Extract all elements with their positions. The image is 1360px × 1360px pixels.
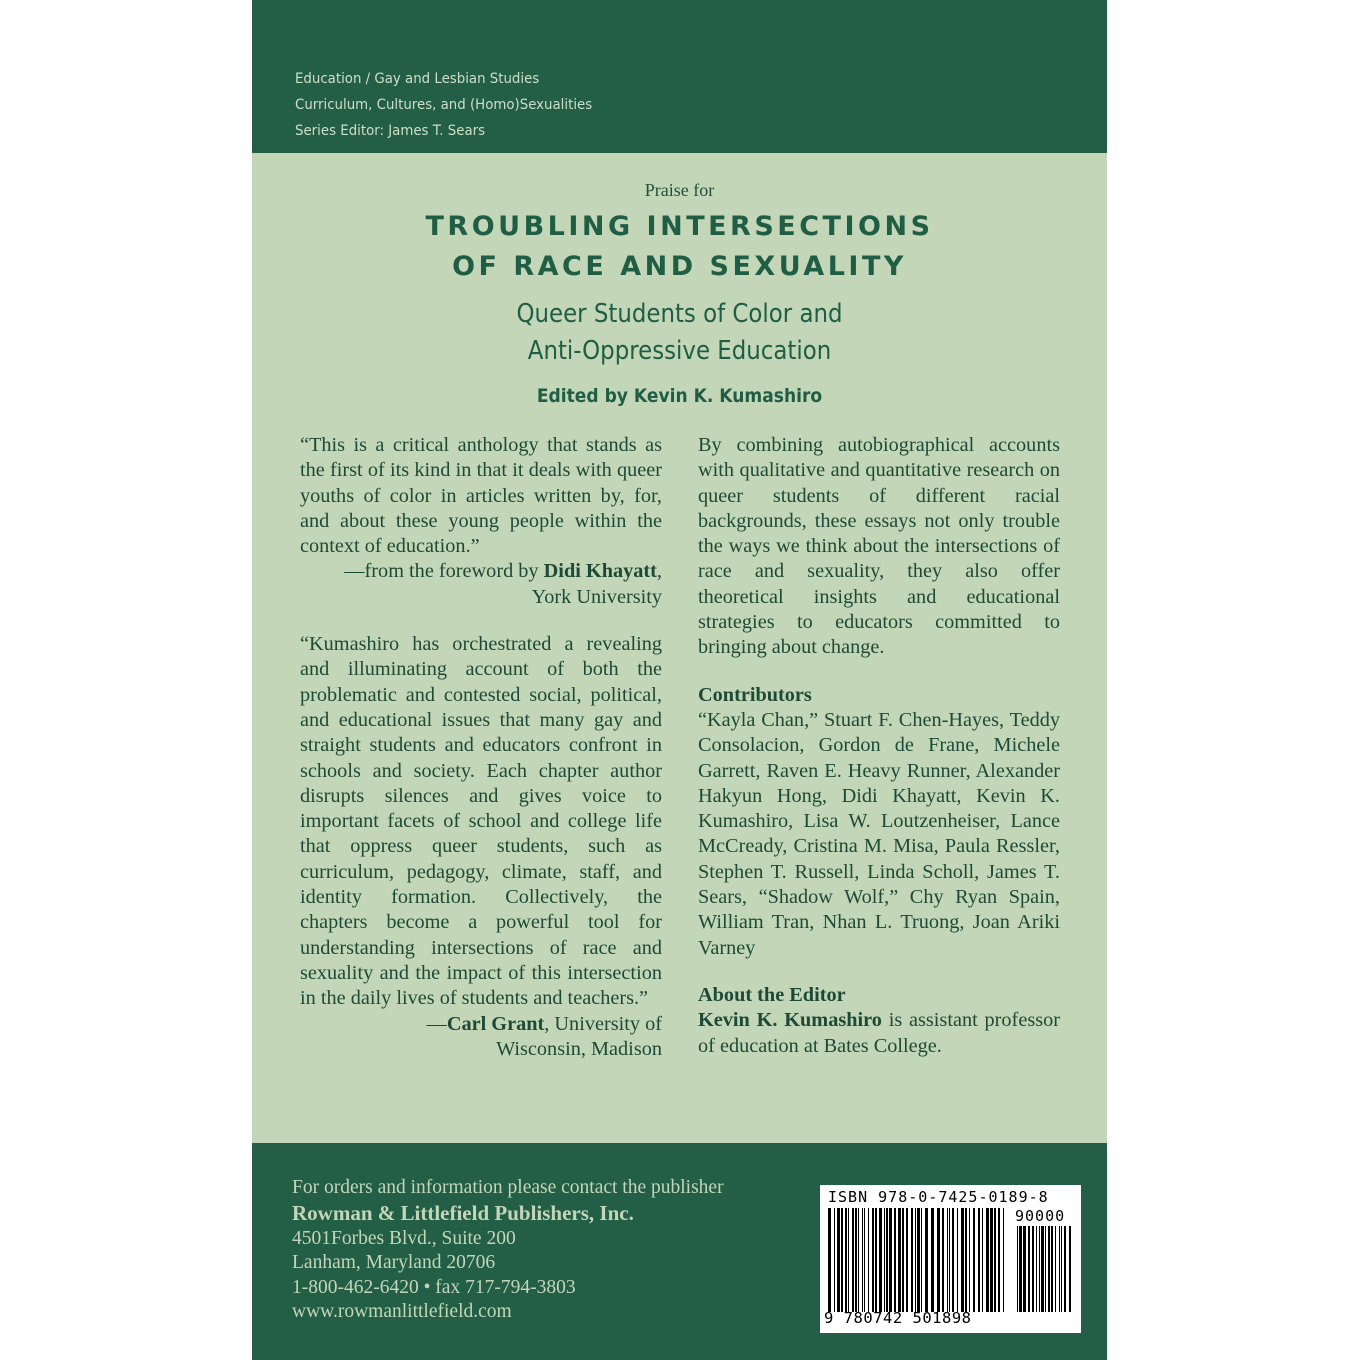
- praise-quote-2-attribution: [300, 1012, 662, 1037]
- top-band: [252, 0, 1107, 153]
- contact-line: For orders and information please contact the publisher: [292, 1177, 724, 1198]
- book-title-line-1: TROUBLING INTERSECTIONS: [425, 211, 934, 242]
- addon-barcode-bars: [1015, 1226, 1075, 1312]
- barcode-bar: [894, 1208, 896, 1312]
- barcode-bar: [937, 1208, 940, 1312]
- attribution-suffix: ,: [656, 560, 662, 583]
- barcode-bar: [925, 1208, 928, 1312]
- barcode-bar: [845, 1208, 847, 1312]
- barcode-bar: [1041, 1226, 1044, 1312]
- barcode-bar: [986, 1208, 989, 1312]
- edited-by: Edited by Kevin K. Kumashiro: [536, 385, 823, 407]
- barcode-bar: [848, 1208, 849, 1312]
- series-editor-label: Series Editor: James T. Sears: [295, 123, 486, 139]
- book-description: By combining autobiographical accounts with qualitative and quantitative research on queer students of different racial backgrounds, these essays not only trouble the ways we think about the intersections of race and sexuality, they also offer theoretical insights and educational strategies to educators committed to bringing about change.: [698, 434, 1060, 659]
- barcode-bar: [949, 1208, 950, 1312]
- barcode-bar: [828, 1208, 831, 1312]
- barcode-bar: [906, 1208, 908, 1312]
- publisher-address-1: 4501Forbes Blvd., Suite 200: [292, 1228, 516, 1250]
- barcode-bar: [1051, 1226, 1053, 1312]
- barcode-bar: [942, 1208, 944, 1312]
- barcode-bar: [961, 1208, 964, 1312]
- book-subtitle: [303, 296, 1055, 370]
- barcode-bar: [902, 1208, 904, 1312]
- barcode-bar: [1059, 1226, 1060, 1312]
- barcode-bar: [875, 1208, 877, 1312]
- attribution-prefix: —from the foreword by: [344, 560, 544, 583]
- barcode-bar: [982, 1208, 983, 1312]
- barcode-bar: [947, 1208, 948, 1312]
- barcode-bar: [998, 1208, 1000, 1312]
- barcode-bar: [841, 1208, 843, 1312]
- barcode-bar: [1032, 1226, 1034, 1312]
- barcode-bar: [965, 1208, 967, 1312]
- editor-bio: is assistant professor of education at Bates College.: [698, 1009, 1060, 1057]
- book-subtitle-line-1: Queer Students of Color and: [516, 299, 843, 329]
- publisher-website: www.rowmanlittlefield.com: [292, 1300, 512, 1322]
- category-label: Education / Gay and Lesbian Studies: [295, 71, 540, 87]
- barcode-bar: [864, 1208, 865, 1312]
- price-code: 90000: [1015, 1207, 1066, 1225]
- barcode-bar: [852, 1208, 854, 1312]
- barcode-bar: [872, 1208, 874, 1312]
- barcode-bar: [917, 1208, 920, 1312]
- barcode-bar: [1023, 1226, 1026, 1312]
- attribution-name: Didi Khayatt: [543, 560, 657, 583]
- about-editor-heading: About the Editor: [698, 983, 846, 1006]
- barcode-bar: [862, 1208, 863, 1312]
- contributors-heading: Contributors: [698, 683, 812, 706]
- barcode-bar: [1069, 1226, 1071, 1312]
- barcode-bar: [1045, 1226, 1046, 1312]
- barcode-bar: [1003, 1208, 1004, 1312]
- barcode-bar: [884, 1208, 885, 1312]
- book-title-line-2: OF RACE AND SEXUALITY: [452, 251, 907, 282]
- barcode-bar: [1064, 1226, 1066, 1312]
- barcode-bar: [834, 1208, 835, 1312]
- barcode-bar: [911, 1208, 913, 1312]
- editor-name: Kevin K. Kumashiro: [698, 1009, 882, 1032]
- praise-quote-1-affiliation: York University: [531, 585, 662, 608]
- attribution-prefix: —: [426, 1012, 447, 1035]
- barcode-bars: [826, 1208, 1010, 1312]
- series-label: Curriculum, Cultures, and (Homo)Sexualities: [295, 97, 593, 113]
- barcode-bar: [879, 1208, 882, 1312]
- barcode-bar: [858, 1208, 859, 1312]
- barcode-bar: [931, 1208, 934, 1312]
- barcode-bar: [921, 1208, 922, 1312]
- book-back-cover: [252, 0, 1107, 1360]
- attribution-suffix: , University of: [544, 1012, 662, 1035]
- barcode-bar: [837, 1208, 840, 1312]
- book-subtitle-line-2: Anti-Oppressive Education: [527, 336, 832, 366]
- barcode-bar: [889, 1208, 892, 1312]
- barcode-bar: [915, 1208, 916, 1312]
- publisher-info: [292, 1176, 724, 1324]
- barcode-bar: [1055, 1226, 1056, 1312]
- barcode-bar: [868, 1208, 869, 1312]
- contributors-list: “Kayla Chan,” Stuart F. Chen-Hayes, Teddy Consolacion, Gordon de Frane, Michele Garrett, Raven E. Heavy Runner, Alexander Hakyun Hong, Didi Khayatt, Kevin K. Kumashiro, Lisa W. Loutzenheiser, Lance McCready, Cristina M. Misa, Paula Ressler, Stephen T. Russell, Linda Scholl, James T. Sears, “Shadow Wolf,” Chy Ryan Spain, William Tran, Nhan L. Truong, Joan Ariki Varney: [698, 708, 1060, 959]
- praise-for-label: Praise for: [644, 180, 715, 200]
- barcode-bar: [886, 1208, 888, 1312]
- series-info: [295, 66, 592, 144]
- isbn-label: ISBN 978-0-7425-0189-8: [828, 1188, 1049, 1206]
- barcode-bar: [973, 1208, 975, 1312]
- barcode-bar: [898, 1208, 901, 1312]
- barcode-bar: [994, 1208, 996, 1312]
- publisher-name: Rowman & Littlefield Publishers, Inc.: [292, 1201, 634, 1226]
- praise-quote-2: “Kumashiro has orchestrated a revealing and illuminating account of both the problematic and contested social, political, and educational issues that many gay and straight students and educators confront in schools and society. Each chapter author disrupts silences and gives voice to important facets of school and college life that oppress queer students, such as curriculum, pedagogy, climate, staff, and identity formation. Collectively, the chapters become a powerful tool for understanding intersections of race and sexuality and the impact of this intersection in the daily lives of students and teachers.”: [300, 633, 662, 1010]
- barcode-bar: [855, 1208, 857, 1312]
- barcode-bar: [978, 1208, 980, 1312]
- book-title: [252, 207, 1107, 287]
- barcode-bar: [1039, 1226, 1040, 1312]
- barcode-bar: [1019, 1226, 1022, 1312]
- bottom-band: [252, 1143, 1107, 1360]
- barcode-bar: [952, 1208, 954, 1312]
- isbn-barcode: [820, 1185, 1081, 1333]
- attribution-name: Carl Grant: [446, 1012, 545, 1035]
- praise-quote-2-affiliation: Wisconsin, Madison: [496, 1037, 662, 1060]
- barcode-bar: [969, 1208, 970, 1312]
- praise-column: [300, 433, 662, 1062]
- praise-quote-1: “This is a critical anthology that stands as the first of its kind in that it deals with queer youths of color in articles written by, for, and about these young people within the context of education.”: [300, 434, 662, 558]
- barcode-bar: [990, 1208, 993, 1312]
- barcode-bar: [1028, 1226, 1030, 1312]
- barcode-bar: [1048, 1226, 1050, 1312]
- about-editor-text: [698, 1008, 1060, 1059]
- praise-quote-1-attribution: [300, 559, 662, 584]
- description-column: [698, 433, 1060, 1059]
- barcode-bar: [957, 1208, 958, 1312]
- barcode-bar: [1061, 1226, 1062, 1312]
- publisher-phone: 1-800-462-6420 • fax 717-794-3803: [292, 1276, 576, 1298]
- barcode-bar: [1017, 1226, 1018, 1312]
- barcode-bar: [1036, 1226, 1037, 1312]
- publisher-address-2: Lanham, Maryland 20706: [292, 1252, 496, 1274]
- ean-digits: 9 780742 501898: [824, 1309, 972, 1327]
